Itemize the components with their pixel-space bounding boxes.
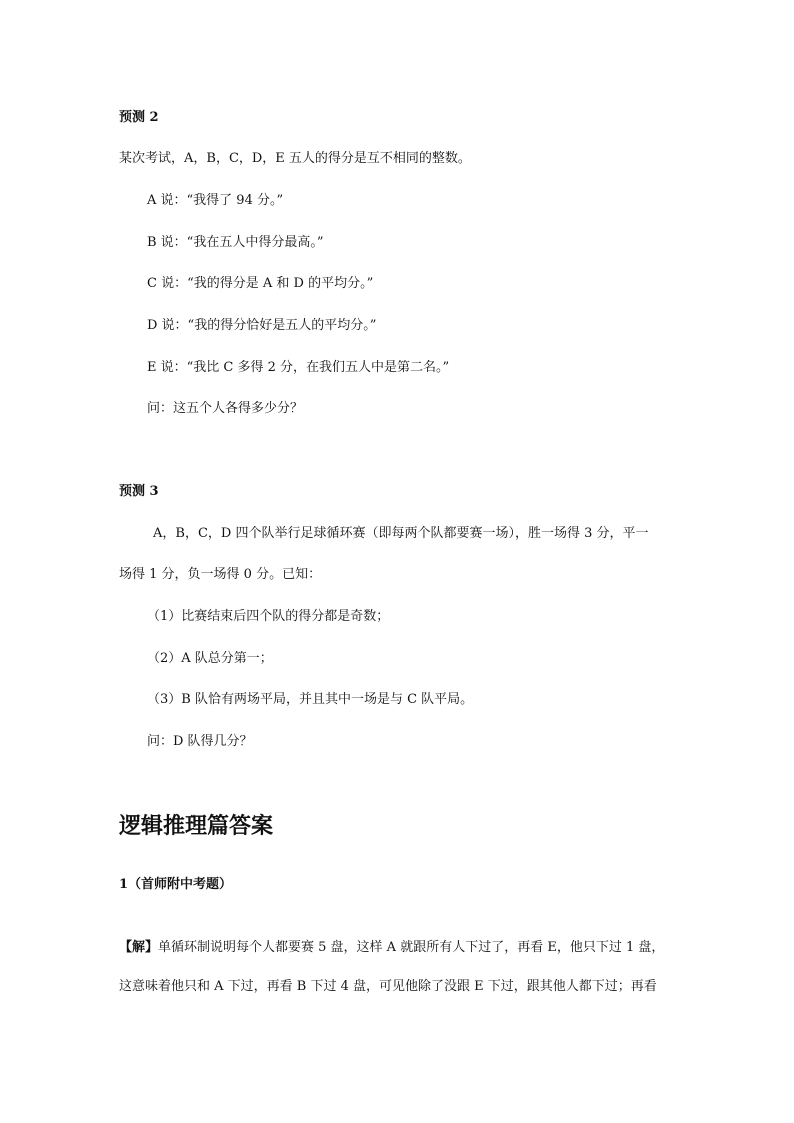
prediction3-question: 问：D 队得几分？ xyxy=(147,734,253,749)
prediction2-question: 问：这五个人各得多少分？ xyxy=(147,401,304,416)
prediction2-statement-a: A 说：“我得了 94 分。” xyxy=(147,193,284,208)
prediction3-condition-3: （3）B 队恰有两场平局，并且其中一场是与 C 队平局。 xyxy=(147,692,474,707)
prediction3-condition-1: （1）比赛结束后四个队的得分都是奇数； xyxy=(147,609,390,624)
prediction3-condition-2: （2）A 队总分第一； xyxy=(147,651,273,666)
prediction2-statement-e: E 说：“我比 C 多得 2 分，在我们五人中是第二名。” xyxy=(147,360,450,375)
answer-tag: 【解】 xyxy=(119,940,159,955)
prediction2-statement-c: C 说：“我的得分是 A 和 D 的平均分。” xyxy=(147,276,374,291)
prediction3-intro-line2: 场得 1 分，负一场得 0 分。已知： xyxy=(119,567,322,582)
answers-item1-heading: 1（首师附中考题） xyxy=(119,877,233,892)
answers-item1-line2: 这意味着他只和 A 下过，再看 B 下过 4 盘，可见他除了没跟 E 下过，跟其他人都下过；再看 xyxy=(119,979,657,994)
prediction2-statement-b: B 说：“我在五人中得分最高。” xyxy=(147,235,324,250)
prediction2-heading: 预测 2 xyxy=(119,110,159,125)
answers-item1-line1 xyxy=(119,940,664,956)
prediction3-heading: 预测 3 xyxy=(119,484,159,499)
prediction3-intro-line1: A，B，C，D 四个队举行足球循环赛（即每两个队都要赛一场），胜一场得 3 分，平一 xyxy=(153,526,649,541)
prediction2-statement-d: D 说：“我的得分恰好是五人的平均分。” xyxy=(147,318,377,333)
answer-text: 单循环制说明每个人都要赛 5 盘，这样 A 就跟所有人下过了，再看 E，他只下过 1 盘， xyxy=(158,940,665,955)
prediction2-intro: 某次考试，A，B，C，D，E 五人的得分是互不相同的整数。 xyxy=(119,151,471,166)
answers-title: 逻辑推理篇答案 xyxy=(119,813,274,839)
